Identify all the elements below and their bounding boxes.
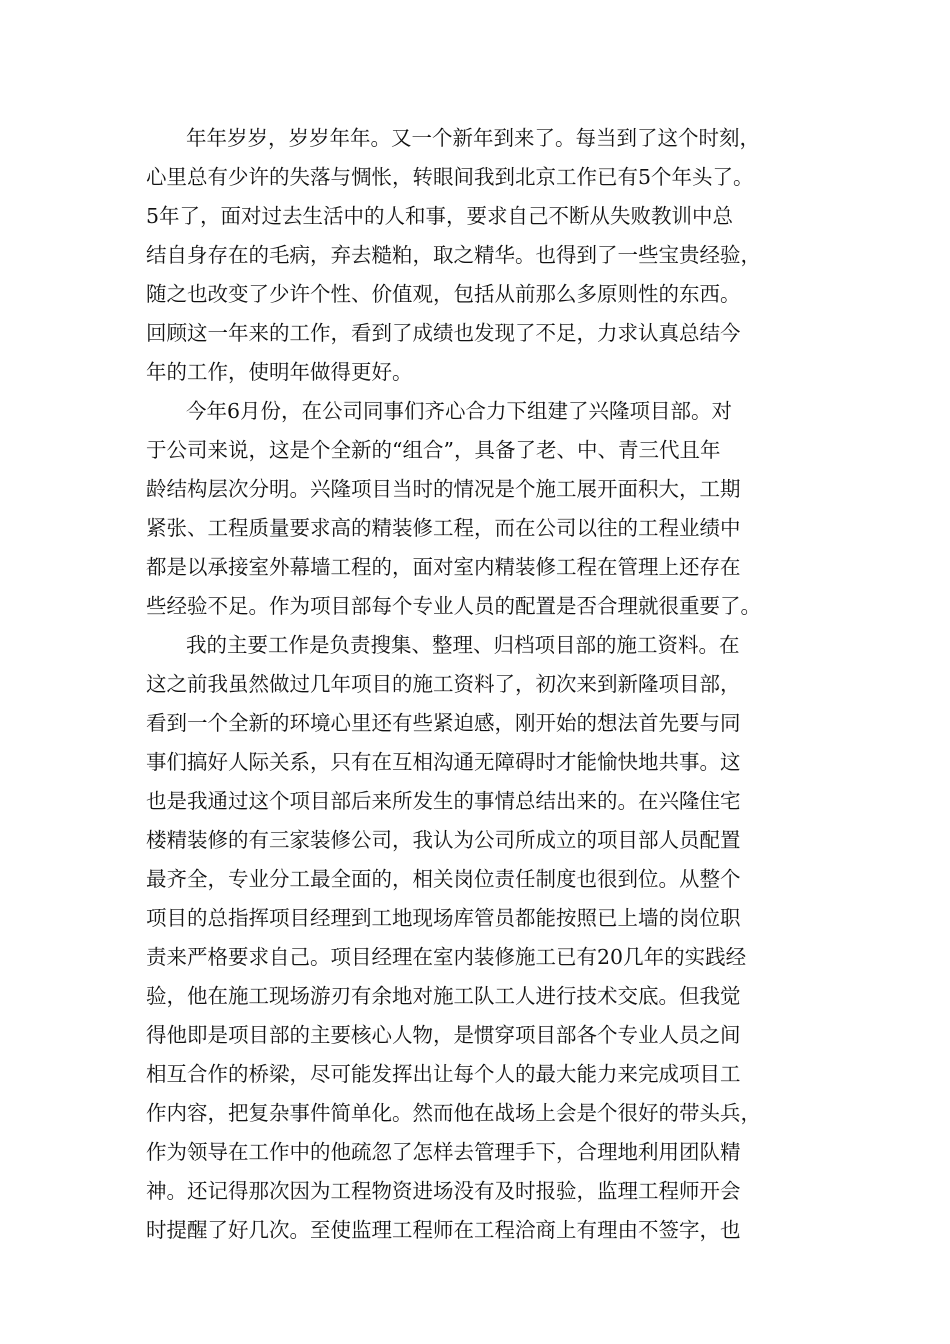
paragraph-3-line-10: 验，他在施工现场游刃有余地对施工队工人进行技术交底。但我觉 bbox=[146, 984, 741, 1008]
paragraph-1-line-1: 年年岁岁，岁岁年年。又一个新年到来了。每当到了这个时刻， bbox=[186, 126, 760, 150]
paragraph-3-line-3: 看到一个全新的环境心里还有些紧迫感，刚开始的想法首先要与同 bbox=[146, 711, 741, 735]
paragraph-2-line-3: 龄结构层次分明。兴隆项目当时的情况是个施工展开面积大，工期 bbox=[146, 477, 741, 501]
paragraph-3-line-1: 我的主要工作是负责搜集、整理、归档项目部的施工资料。在 bbox=[186, 633, 740, 657]
paragraph-3-line-11: 得他即是项目部的主要核心人物，是惯穿项目部各个专业人员之间 bbox=[146, 1023, 741, 1047]
paragraph-2-line-6: 些经验不足。作为项目部每个专业人员的配置是否合理就很重要了。 bbox=[146, 594, 761, 618]
paragraph-1-line-5: 随之也改变了少许个性、价值观，包括从前那么多原则性的东西。 bbox=[146, 282, 741, 306]
paragraph-3-line-5: 也是我通过这个项目部后来所发生的事情总结出来的。在兴隆住宅 bbox=[146, 789, 741, 813]
paragraph-1-line-6: 回顾这一年来的工作，看到了成绩也发现了不足，力求认真总结今 bbox=[146, 321, 741, 345]
paragraph-3-line-6: 楼精装修的有三家装修公司，我认为公司所成立的项目部人员配置 bbox=[146, 828, 741, 852]
paragraph-3-line-4: 事们搞好人际关系，只有在互相沟通无障碍时才能愉快地共事。这 bbox=[146, 750, 741, 774]
paragraph-1-line-4: 结自身存在的毛病，弃去糙粕，取之精华。也得到了一些宝贵经验， bbox=[146, 243, 761, 267]
paragraph-1-line-7: 年的工作，使明年做得更好。 bbox=[146, 360, 413, 384]
paragraph-3-line-15: 神。还记得那次因为工程物资进场没有及时报验，监理工程师开会 bbox=[146, 1179, 741, 1203]
paragraph-3-line-14: 作为领导在工作中的他疏忽了怎样去管理手下，合理地利用团队精 bbox=[146, 1140, 741, 1164]
paragraph-3-line-7: 最齐全，专业分工最全面的，相关岗位责任制度也很到位。从整个 bbox=[146, 867, 741, 891]
paragraph-3-line-9: 责来严格要求自己。项目经理在室内装修施工已有20几年的实践经 bbox=[146, 945, 747, 969]
paragraph-3-line-16: 时提醒了好几次。至使监理工程师在工程洽商上有理由不签字，也 bbox=[146, 1218, 741, 1242]
paragraph-3-line-13: 作内容，把复杂事件简单化。然而他在战场上会是个很好的带头兵， bbox=[146, 1101, 761, 1125]
paragraph-3-line-12: 相互合作的桥梁，尽可能发挥出让每个人的最大能力来完成项目工 bbox=[146, 1062, 741, 1086]
paragraph-3-line-2: 这之前我虽然做过几年项目的施工资料了，初次来到新隆项目部， bbox=[146, 672, 741, 696]
paragraph-1-line-2: 心里总有少许的失落与惆怅，转眼间我到北京工作已有5个年头了。 bbox=[146, 165, 754, 189]
paragraph-3-line-8: 项目的总指挥项目经理到工地现场库管员都能按照已上墙的岗位职 bbox=[146, 906, 741, 930]
paragraph-1-line-3: 5年了，面对过去生活中的人和事，要求自己不断从失败教训中总 bbox=[146, 204, 734, 228]
paragraph-2-line-2: 于公司来说，这是个全新的“组合”，具备了老、中、青三代且年 bbox=[146, 438, 721, 462]
paragraph-2-line-1: 今年6月份，在公司同事们齐心合力下组建了兴隆项目部。对 bbox=[186, 399, 733, 423]
paragraph-2-line-5: 都是以承接室外幕墙工程的，面对室内精装修工程在管理上还存在 bbox=[146, 555, 741, 579]
paragraph-2-line-4: 紧张、工程质量要求高的精装修工程，而在公司以往的工程业绩中 bbox=[146, 516, 741, 540]
